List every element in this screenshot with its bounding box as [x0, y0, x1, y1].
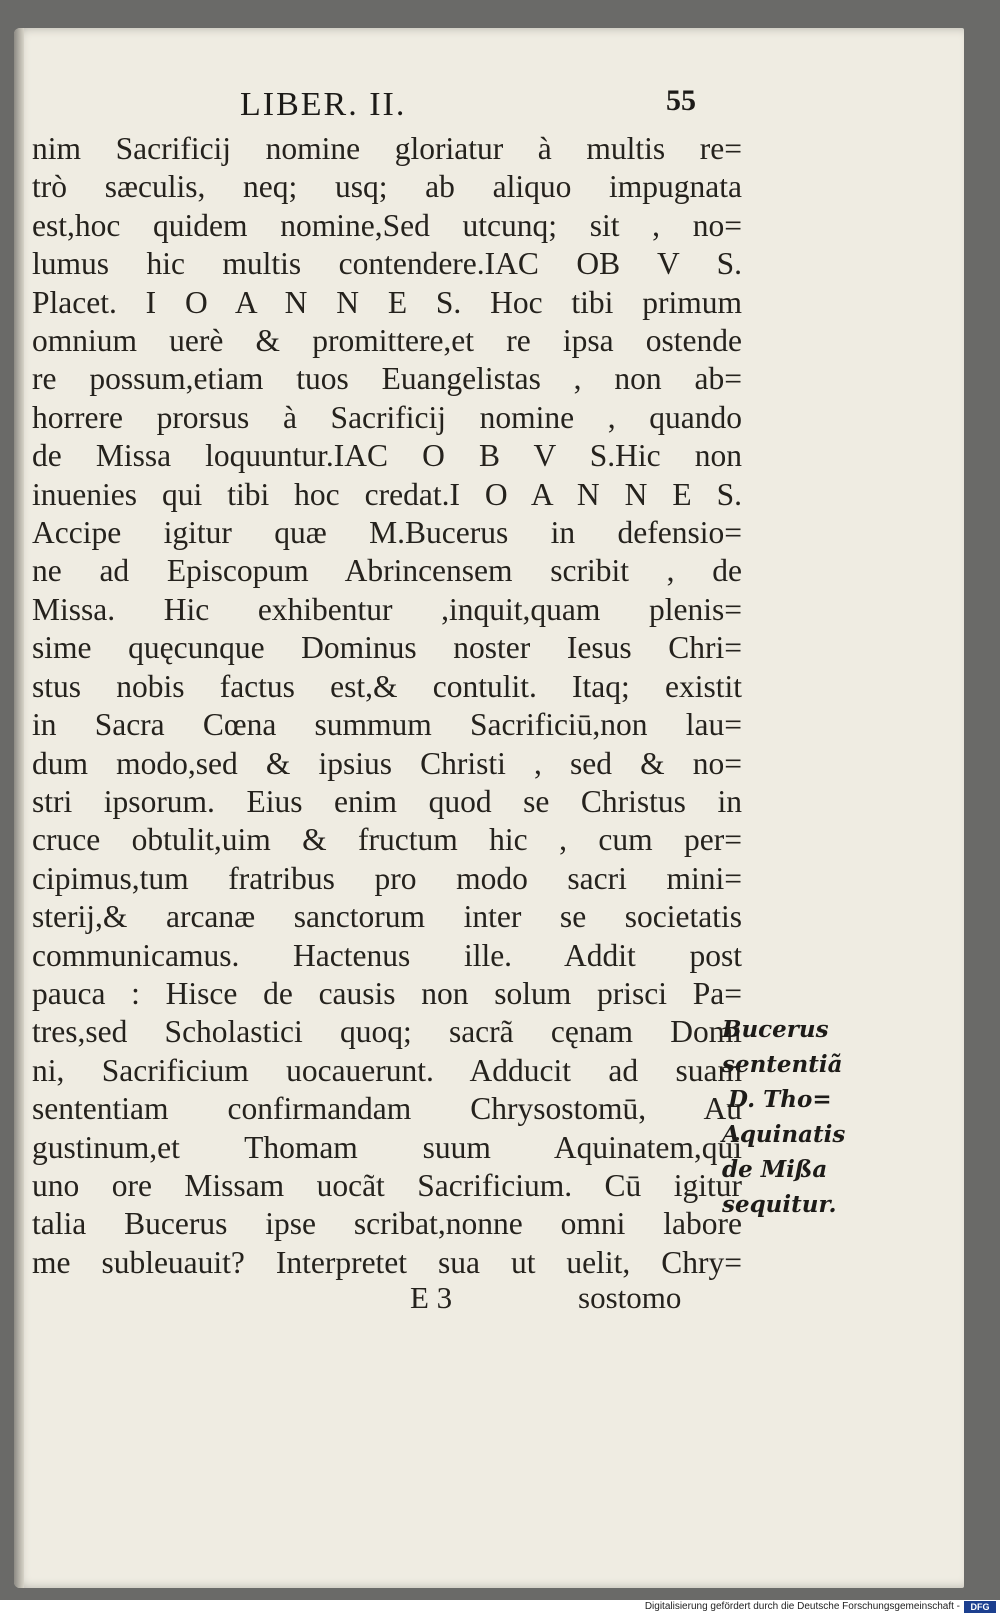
running-head: LIBER. II. — [240, 86, 407, 123]
margin-note: D. Tho= — [728, 1086, 832, 1113]
margin-note: Bucerus — [722, 1016, 829, 1043]
text-line: Missa. Hic exhibentur ,inquit,quam plenis= — [32, 591, 742, 627]
text-line: cruce obtulit,uim & fructum hic , cum per= — [32, 822, 742, 858]
page-number: 55 — [666, 84, 696, 117]
text-line: me subleuauit? Interpretet sua ut uelit, Chry= — [32, 1244, 742, 1280]
text-line: omnium uerè & promittere,et re ipsa ostende — [32, 323, 742, 359]
text-line: de Missa loquuntur.IAC O B V S.Hic non — [32, 438, 742, 474]
digitization-footer — [0, 1600, 1000, 1615]
text-line: pauca : Hisce de causis non solum prisci Pa= — [32, 975, 742, 1011]
text-line: uno ore Missam uocãt Sacrificium. Cū igitur — [32, 1167, 742, 1203]
text-line: talia Bucerus ipse scribat,nonne omni labore — [32, 1206, 742, 1242]
dfg-logo-icon: DFG — [964, 1601, 996, 1613]
text-line: Accipe igitur quæ M.Bucerus in defensio= — [32, 515, 742, 551]
text-line: trò sæculis, neq; usq; ab aliquo impugnata — [32, 169, 742, 205]
text-line: in Sacra Cœna summum Sacrificiū,non lau= — [32, 707, 742, 743]
signature-line — [30, 1280, 730, 1320]
body-text — [32, 130, 742, 1282]
footer-credit: Digitalisierung gefördert durch die Deutsche Forschungsgemeinschaft - — [644, 1601, 960, 1612]
text-line: cipimus,tum fratribus pro modo sacri mini= — [32, 860, 742, 896]
text-line: dum modo,sed & ipsius Christi , sed & no= — [32, 745, 742, 781]
margin-note: de Mißa — [722, 1156, 828, 1183]
text-line: communicamus. Hactenus ille. Addit post — [32, 937, 742, 973]
page-gutter-shadow — [14, 28, 24, 1588]
catchword: sostomo — [578, 1280, 682, 1315]
text-line: sententiam confirmandam Chrysostomū, Au — [32, 1091, 742, 1127]
text-line: nim Sacrificij nomine gloriatur à multis re= — [32, 131, 742, 166]
text-line: Placet. I O A N N E S. Hoc tibi primum — [32, 284, 742, 320]
text-line: sterij,& arcanæ sanctorum inter se societatis — [32, 899, 742, 935]
text-line: inuenies qui tibi hoc credat.I O A N N E S. — [32, 476, 742, 512]
text-line: gustinum,et Thomam suum Aquinatem,qui — [32, 1129, 742, 1165]
text-line: lumus hic multis contendere.IAC OB V S. — [32, 246, 742, 282]
text-line: ni, Sacrificium uocauerunt. Adducit ad suam — [32, 1052, 742, 1088]
text-line: sime quęcunque Dominus noster Iesus Chri= — [32, 630, 742, 666]
marginal-notes — [722, 1012, 852, 1222]
text-line: re possum,etiam tuos Euangelistas , non ab= — [32, 361, 742, 397]
text-line: horrere prorsus à Sacrificij nomine , quando — [32, 399, 742, 435]
margin-note: sententiã — [722, 1051, 843, 1078]
text-line: est,hoc quidem nomine,Sed utcunq; sit , no= — [32, 207, 742, 243]
signature-mark: E 3 — [410, 1280, 453, 1315]
text-line: tres,sed Scholastici quoq; sacrã cęnam Domi — [32, 1014, 742, 1050]
margin-note: sequitur. — [722, 1191, 837, 1218]
text-line: ne ad Episcopum Abrincensem scribit , de — [32, 553, 742, 589]
text-line: stus nobis factus est,& contulit. Itaq; existit — [32, 668, 742, 704]
margin-note: Aquinatis — [722, 1121, 846, 1148]
text-line: stri ipsorum. Eius enim quod se Christus in — [32, 783, 742, 819]
